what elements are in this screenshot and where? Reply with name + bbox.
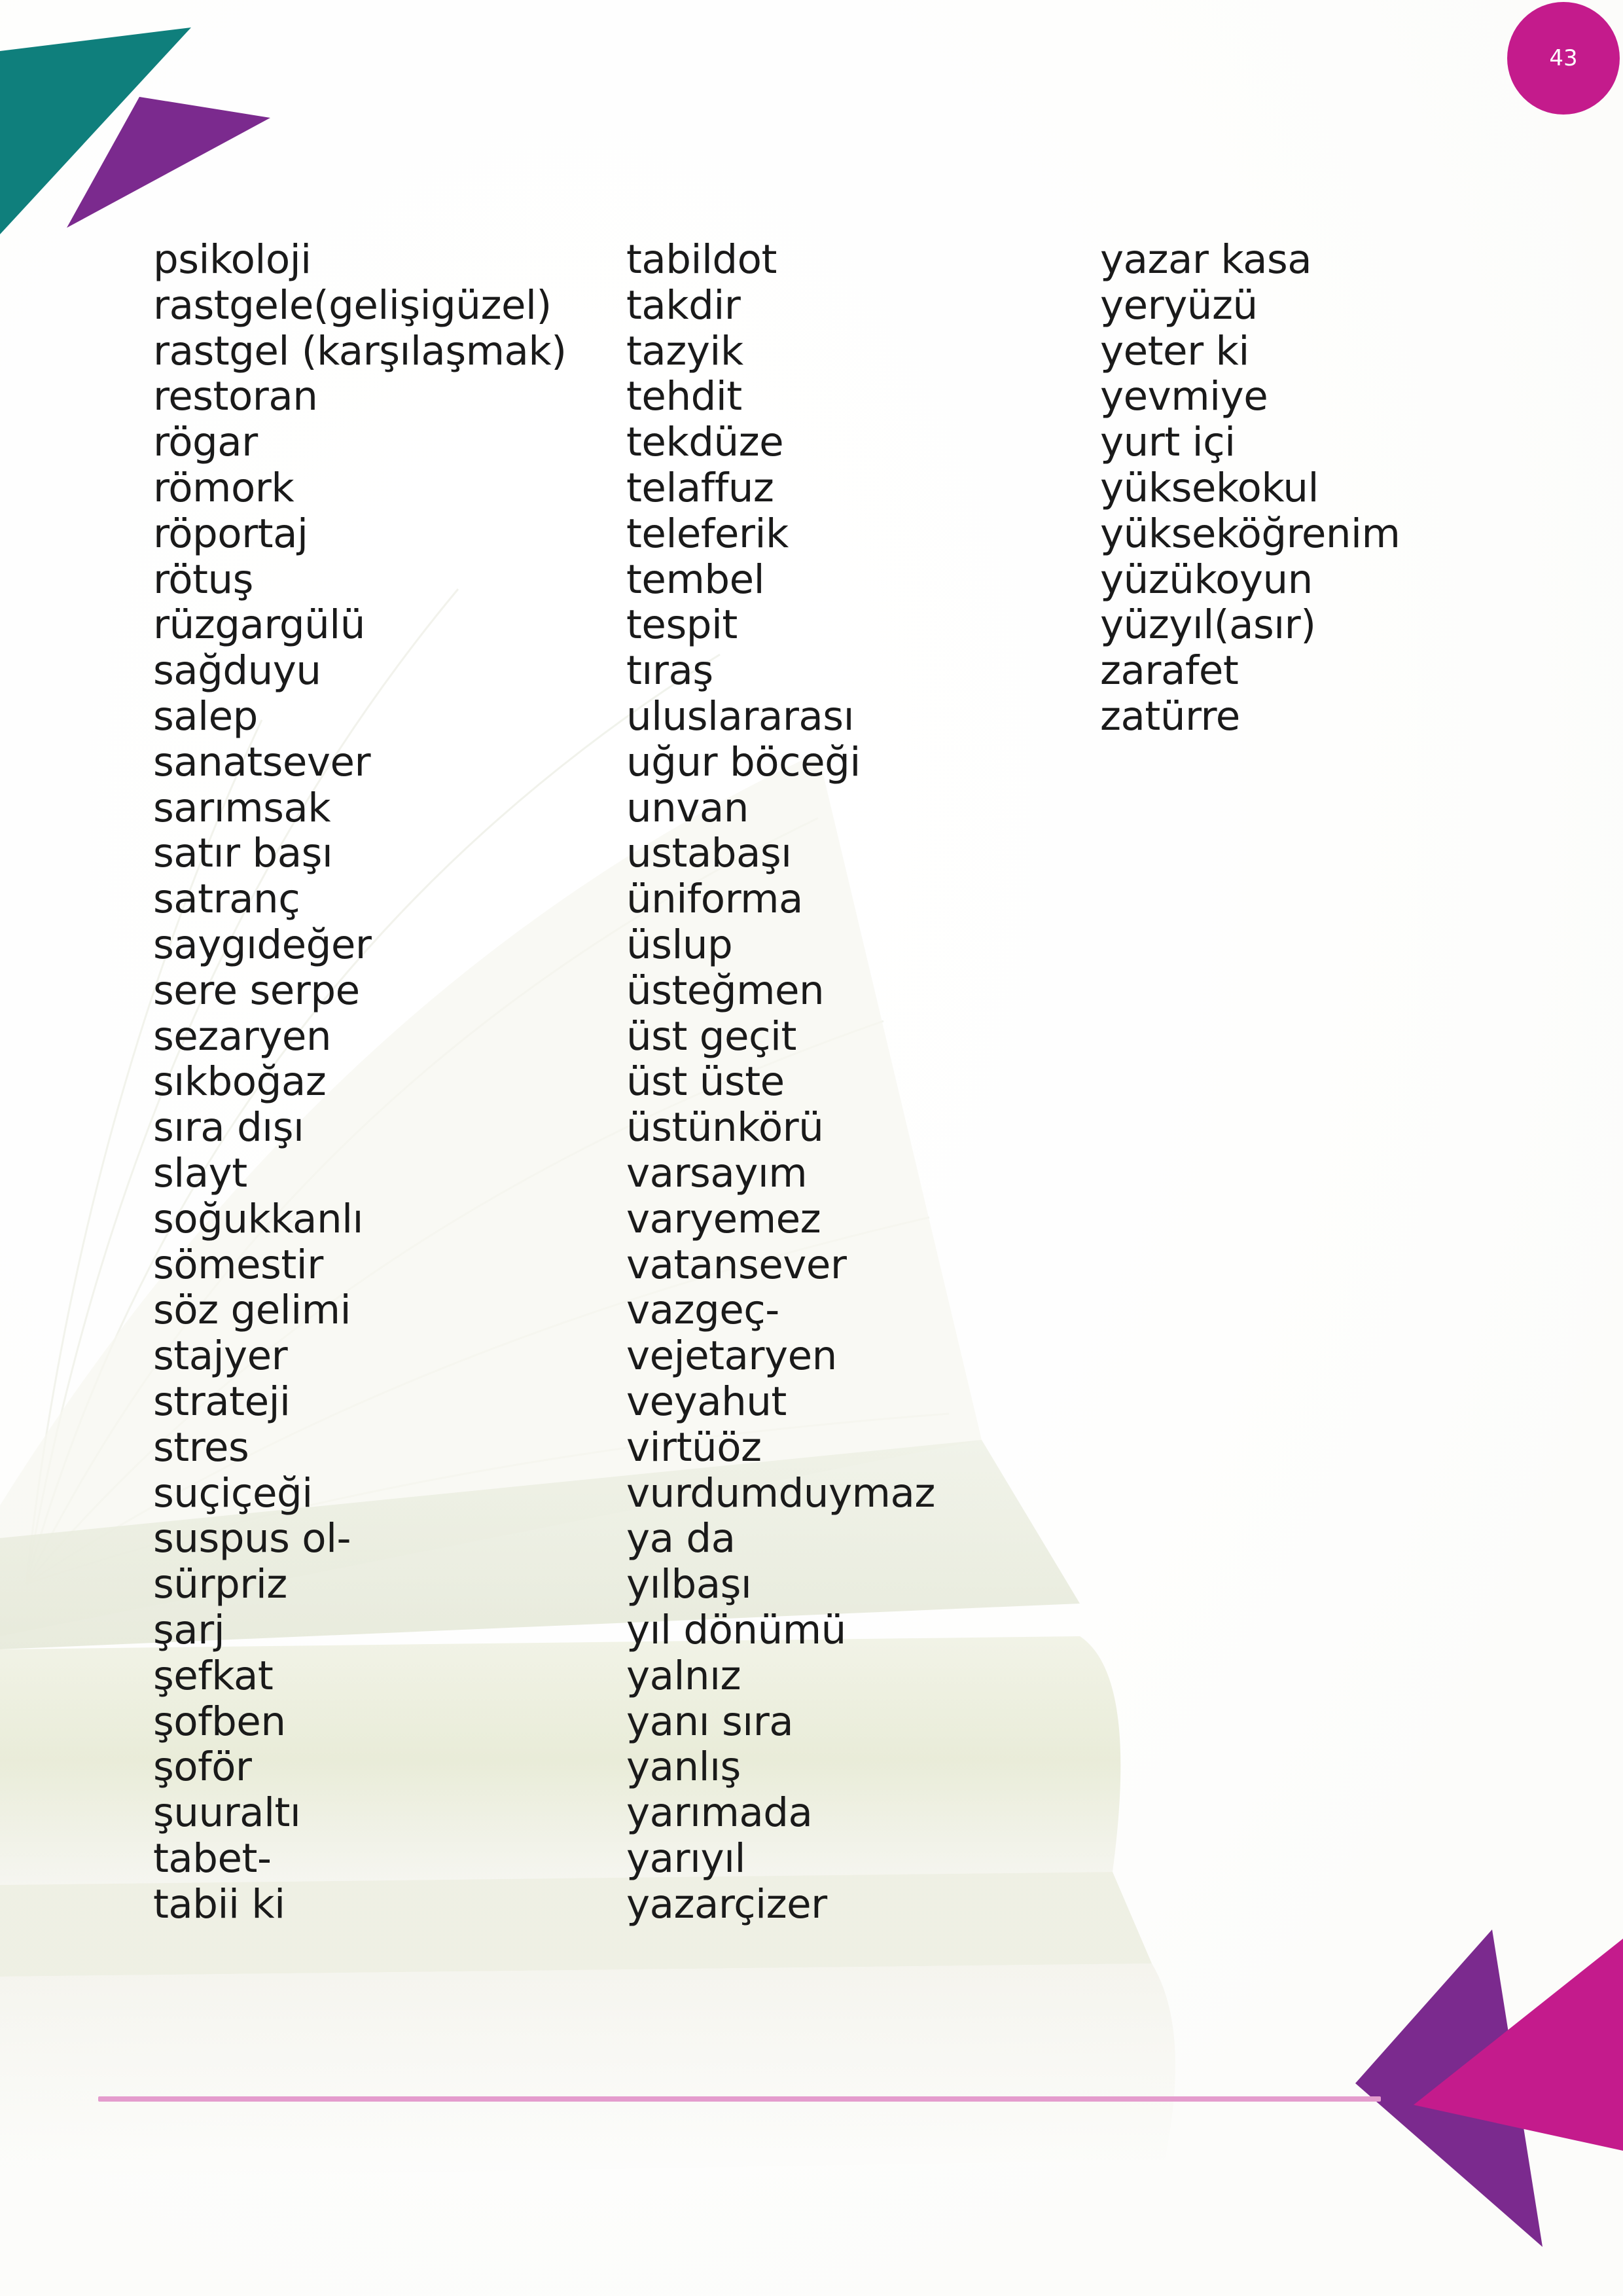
word-entry: sömestir [153, 1241, 323, 1288]
word-entry: yüzyıl(asır) [1100, 601, 1316, 649]
word-entry: tabii ki [153, 1880, 285, 1928]
word-entry: rötuş [153, 556, 253, 603]
word-entry: üsteğmen [626, 967, 825, 1014]
word-entry: şofben [153, 1698, 286, 1745]
word-entry: stres [153, 1424, 249, 1471]
word-entry: yalnız [626, 1652, 741, 1699]
page-number: 43 [1549, 45, 1578, 71]
word-entry: tazyik [626, 327, 743, 374]
word-entry: salep [153, 692, 258, 740]
word-list-column-3 [1100, 237, 1400, 740]
word-entry: saygıdeğer [153, 921, 372, 968]
word-entry: sarımsak [153, 784, 331, 831]
word-entry: telaffuz [626, 464, 774, 511]
word-entry: üniforma [626, 876, 803, 923]
word-entry: uluslararası [626, 692, 855, 740]
word-entry: rastgel (karşılaşmak) [153, 327, 567, 374]
word-entry: yarımada [626, 1789, 813, 1837]
word-entry: yüksekokul [1100, 464, 1319, 511]
word-entry: zatürre [1100, 692, 1240, 740]
word-entry: varyemez [626, 1195, 821, 1242]
word-entry: sezaryen [153, 1013, 332, 1060]
word-entry: yükseköğrenim [1100, 510, 1400, 557]
word-entry: römork [153, 464, 294, 511]
word-entry: sere serpe [153, 967, 360, 1014]
word-entry: yarıyıl [626, 1835, 746, 1882]
word-entry: varsayım [626, 1149, 808, 1196]
word-entry: zarafet [1100, 647, 1239, 694]
word-entry: restoran [153, 373, 318, 420]
word-entry: vatansever [626, 1241, 847, 1288]
word-entry: sanatsever [153, 738, 371, 785]
word-entry: tespit [626, 601, 738, 649]
word-entry: yeryüzü [1100, 281, 1258, 329]
word-entry: satranç [153, 876, 300, 923]
word-list-column-2 [626, 237, 935, 1927]
word-entry: tıraş [626, 647, 713, 694]
word-entry: rögar [153, 419, 258, 466]
word-entry: üslup [626, 921, 733, 968]
word-entry: yazar kasa [1100, 236, 1312, 283]
word-entry: üst geçit [626, 1013, 796, 1060]
word-entry: yüzükoyun [1100, 556, 1313, 603]
word-entry: sıkboğaz [153, 1058, 327, 1105]
word-entry: soğukkanlı [153, 1195, 363, 1242]
word-entry: sağduyu [153, 647, 321, 694]
word-entry: tabildot [626, 236, 777, 283]
word-entry: ya da [626, 1515, 736, 1562]
word-entry: yurt içi [1100, 419, 1236, 466]
word-entry: yanı sıra [626, 1698, 794, 1745]
word-entry: yevmiye [1100, 373, 1268, 420]
word-entry: yılbaşı [626, 1561, 752, 1608]
word-entry: şefkat [153, 1652, 274, 1699]
word-entry: yıl dönümü [626, 1606, 846, 1653]
word-entry: vurdumduymaz [626, 1469, 935, 1516]
word-entry: tekdüze [626, 419, 784, 466]
word-entry: rüzgargülü [153, 601, 365, 649]
word-entry: şoför [153, 1744, 252, 1791]
word-entry: üst üste [626, 1058, 785, 1105]
word-entry: suspus ol- [153, 1515, 351, 1562]
word-entry: vazgeç- [626, 1287, 779, 1334]
word-entry: satır başı [153, 830, 333, 877]
word-entry: vejetaryen [626, 1333, 837, 1380]
word-entry: şarj [153, 1606, 225, 1653]
word-entry: yeter ki [1100, 327, 1249, 374]
word-entry: takdir [626, 281, 741, 329]
word-entry: rastgele(gelişigüzel) [153, 281, 552, 329]
word-entry: tehdit [626, 373, 742, 420]
word-entry: ustabaşı [626, 830, 792, 877]
footer-divider [98, 2096, 1381, 2102]
word-entry: suçiçeği [153, 1469, 313, 1516]
word-entry: şuuraltı [153, 1789, 301, 1837]
word-entry: üstünkörü [626, 1104, 824, 1151]
word-entry: uğur böceği [626, 738, 861, 785]
word-entry: sürpriz [153, 1561, 287, 1608]
word-entry: yanlış [626, 1744, 741, 1791]
word-entry: veyahut [626, 1378, 787, 1425]
word-entry: yazarçizer [626, 1880, 827, 1928]
word-entry: stajyer [153, 1333, 288, 1380]
word-entry: slayt [153, 1149, 247, 1196]
word-entry: tembel [626, 556, 765, 603]
page-number-badge [1507, 2, 1620, 115]
word-entry: sıra dışı [153, 1104, 304, 1151]
word-entry: virtüöz [626, 1424, 762, 1471]
word-entry: tabet- [153, 1835, 272, 1882]
word-entry: psikoloji [153, 236, 312, 283]
word-entry: teleferik [626, 510, 789, 557]
word-list-column-1 [153, 237, 567, 1927]
word-entry: röportaj [153, 510, 308, 557]
word-entry: strateji [153, 1378, 291, 1425]
word-entry: unvan [626, 784, 749, 831]
word-entry: söz gelimi [153, 1287, 351, 1334]
